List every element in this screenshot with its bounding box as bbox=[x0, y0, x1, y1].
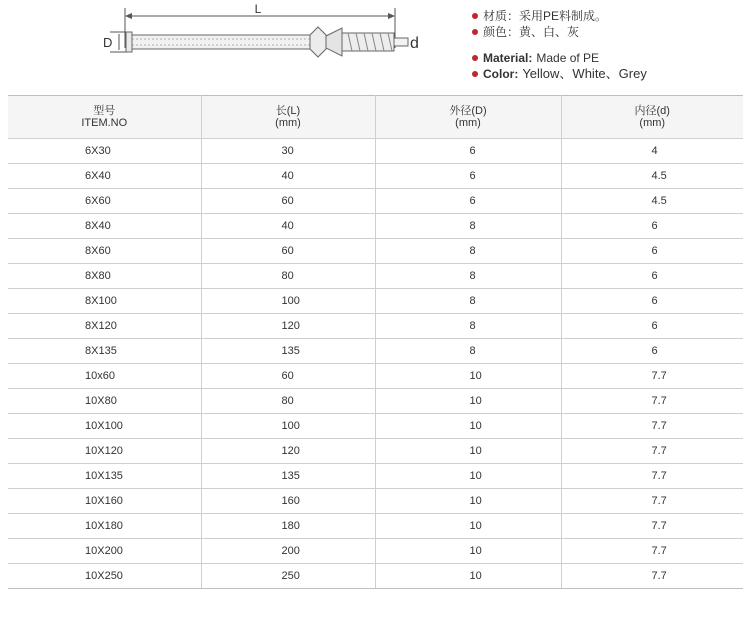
cell-inner-diameter: 6 bbox=[561, 214, 743, 239]
cell-outer-diameter: 8 bbox=[375, 289, 561, 314]
cell-inner-diameter: 7.7 bbox=[561, 539, 743, 564]
cell-item-no: 6X40 bbox=[8, 164, 201, 189]
table-row bbox=[8, 214, 743, 239]
cell-outer-diameter: 6 bbox=[375, 164, 561, 189]
anchor-drawing bbox=[126, 27, 408, 57]
table-row bbox=[8, 289, 743, 314]
cell-length: 80 bbox=[201, 389, 375, 414]
table-row bbox=[8, 239, 743, 264]
cell-outer-diameter: 10 bbox=[375, 514, 561, 539]
header-outer-diameter: 外径(D) (mm) bbox=[375, 96, 561, 139]
table-body bbox=[8, 139, 743, 589]
spec-item-color-en: Color: Yellow、White、Grey bbox=[472, 66, 742, 82]
cell-outer-diameter: 6 bbox=[375, 189, 561, 214]
cell-outer-diameter: 6 bbox=[375, 139, 561, 164]
cell-item-no: 10X120 bbox=[8, 439, 201, 464]
cell-length: 60 bbox=[201, 364, 375, 389]
spec-item-material-en: Material: Made of PE bbox=[472, 50, 742, 66]
cell-outer-diameter: 10 bbox=[375, 464, 561, 489]
cell-outer-diameter: 10 bbox=[375, 389, 561, 414]
cell-outer-diameter: 8 bbox=[375, 239, 561, 264]
table-row bbox=[8, 414, 743, 439]
cell-item-no: 6X60 bbox=[8, 189, 201, 214]
cell-item-no: 10X100 bbox=[8, 414, 201, 439]
cell-item-no: 8X120 bbox=[8, 314, 201, 339]
cell-inner-diameter: 7.7 bbox=[561, 439, 743, 464]
table-row bbox=[8, 139, 743, 164]
cell-outer-diameter: 10 bbox=[375, 439, 561, 464]
header-length: 长(L) (mm) bbox=[201, 96, 375, 139]
table-row bbox=[8, 439, 743, 464]
bullet-dot-icon bbox=[472, 13, 478, 19]
cell-item-no: 8X60 bbox=[8, 239, 201, 264]
cell-inner-diameter: 7.7 bbox=[561, 489, 743, 514]
cell-item-no: 8X100 bbox=[8, 289, 201, 314]
cell-length: 135 bbox=[201, 339, 375, 364]
cell-item-no: 8X40 bbox=[8, 214, 201, 239]
cell-outer-diameter: 10 bbox=[375, 564, 561, 589]
cell-inner-diameter: 4 bbox=[561, 139, 743, 164]
cell-inner-diameter: 6 bbox=[561, 264, 743, 289]
table-row bbox=[8, 164, 743, 189]
table-row bbox=[8, 539, 743, 564]
table-row bbox=[8, 339, 743, 364]
cell-outer-diameter: 10 bbox=[375, 489, 561, 514]
cell-length: 40 bbox=[201, 164, 375, 189]
table-row bbox=[8, 364, 743, 389]
table-row bbox=[8, 564, 743, 589]
cell-length: 30 bbox=[201, 139, 375, 164]
table-row bbox=[8, 189, 743, 214]
spec-item-material-zh: 材质：采用PE料制成。 bbox=[472, 8, 742, 24]
cell-inner-diameter: 6 bbox=[561, 239, 743, 264]
cell-item-no: 8X135 bbox=[8, 339, 201, 364]
table-row bbox=[8, 389, 743, 414]
cell-inner-diameter: 7.7 bbox=[561, 389, 743, 414]
spec-table bbox=[8, 95, 743, 589]
cell-inner-diameter: 4.5 bbox=[561, 164, 743, 189]
cell-item-no: 10X180 bbox=[8, 514, 201, 539]
cell-item-no: 10X80 bbox=[8, 389, 201, 414]
cell-inner-diameter: 6 bbox=[561, 314, 743, 339]
cell-outer-diameter: 8 bbox=[375, 314, 561, 339]
cell-length: 40 bbox=[201, 214, 375, 239]
cell-length: 160 bbox=[201, 489, 375, 514]
cell-inner-diameter: 4.5 bbox=[561, 189, 743, 214]
cell-inner-diameter: 7.7 bbox=[561, 464, 743, 489]
cell-length: 120 bbox=[201, 439, 375, 464]
cell-length: 135 bbox=[201, 464, 375, 489]
anchor-dimension-diagram bbox=[0, 0, 450, 90]
header-item-no: 型号 ITEM.NO bbox=[8, 96, 201, 139]
cell-outer-diameter: 8 bbox=[375, 264, 561, 289]
table-row bbox=[8, 264, 743, 289]
bullet-dot-icon bbox=[472, 71, 478, 77]
table-row bbox=[8, 489, 743, 514]
cell-inner-diameter: 7.7 bbox=[561, 514, 743, 539]
spec-item-color-zh: 颜色：黄、白、灰 bbox=[472, 24, 742, 40]
cell-inner-diameter: 6 bbox=[561, 339, 743, 364]
cell-item-no: 10X135 bbox=[8, 464, 201, 489]
bullet-dot-icon bbox=[472, 55, 478, 61]
length-label: L bbox=[254, 2, 262, 16]
spec-list bbox=[472, 8, 742, 82]
bullet-dot-icon bbox=[472, 29, 478, 35]
cell-outer-diameter: 10 bbox=[375, 414, 561, 439]
cell-length: 60 bbox=[201, 239, 375, 264]
header-inner-diameter: 内径(d) (mm) bbox=[561, 96, 743, 139]
cell-item-no: 8X80 bbox=[8, 264, 201, 289]
cell-length: 60 bbox=[201, 189, 375, 214]
cell-length: 100 bbox=[201, 289, 375, 314]
cell-length: 120 bbox=[201, 314, 375, 339]
cell-item-no: 6X30 bbox=[8, 139, 201, 164]
cell-outer-diameter: 10 bbox=[375, 539, 561, 564]
cell-outer-diameter: 8 bbox=[375, 339, 561, 364]
cell-length: 80 bbox=[201, 264, 375, 289]
cell-inner-diameter: 7.7 bbox=[561, 564, 743, 589]
cell-outer-diameter: 10 bbox=[375, 364, 561, 389]
cell-length: 180 bbox=[201, 514, 375, 539]
outer-diameter-label: D bbox=[103, 35, 113, 50]
cell-item-no: 10x60 bbox=[8, 364, 201, 389]
outer-diameter-dimension bbox=[110, 32, 126, 52]
cell-item-no: 10X250 bbox=[8, 564, 201, 589]
cell-outer-diameter: 8 bbox=[375, 214, 561, 239]
cell-inner-diameter: 6 bbox=[561, 289, 743, 314]
cell-inner-diameter: 7.7 bbox=[561, 414, 743, 439]
table-row bbox=[8, 464, 743, 489]
table-header-row bbox=[8, 96, 743, 139]
cell-length: 250 bbox=[201, 564, 375, 589]
table-row bbox=[8, 314, 743, 339]
table-row bbox=[8, 514, 743, 539]
cell-length: 200 bbox=[201, 539, 375, 564]
inner-diameter-label: d bbox=[410, 35, 419, 52]
cell-item-no: 10X200 bbox=[8, 539, 201, 564]
cell-item-no: 10X160 bbox=[8, 489, 201, 514]
cell-length: 100 bbox=[201, 414, 375, 439]
cell-inner-diameter: 7.7 bbox=[561, 364, 743, 389]
